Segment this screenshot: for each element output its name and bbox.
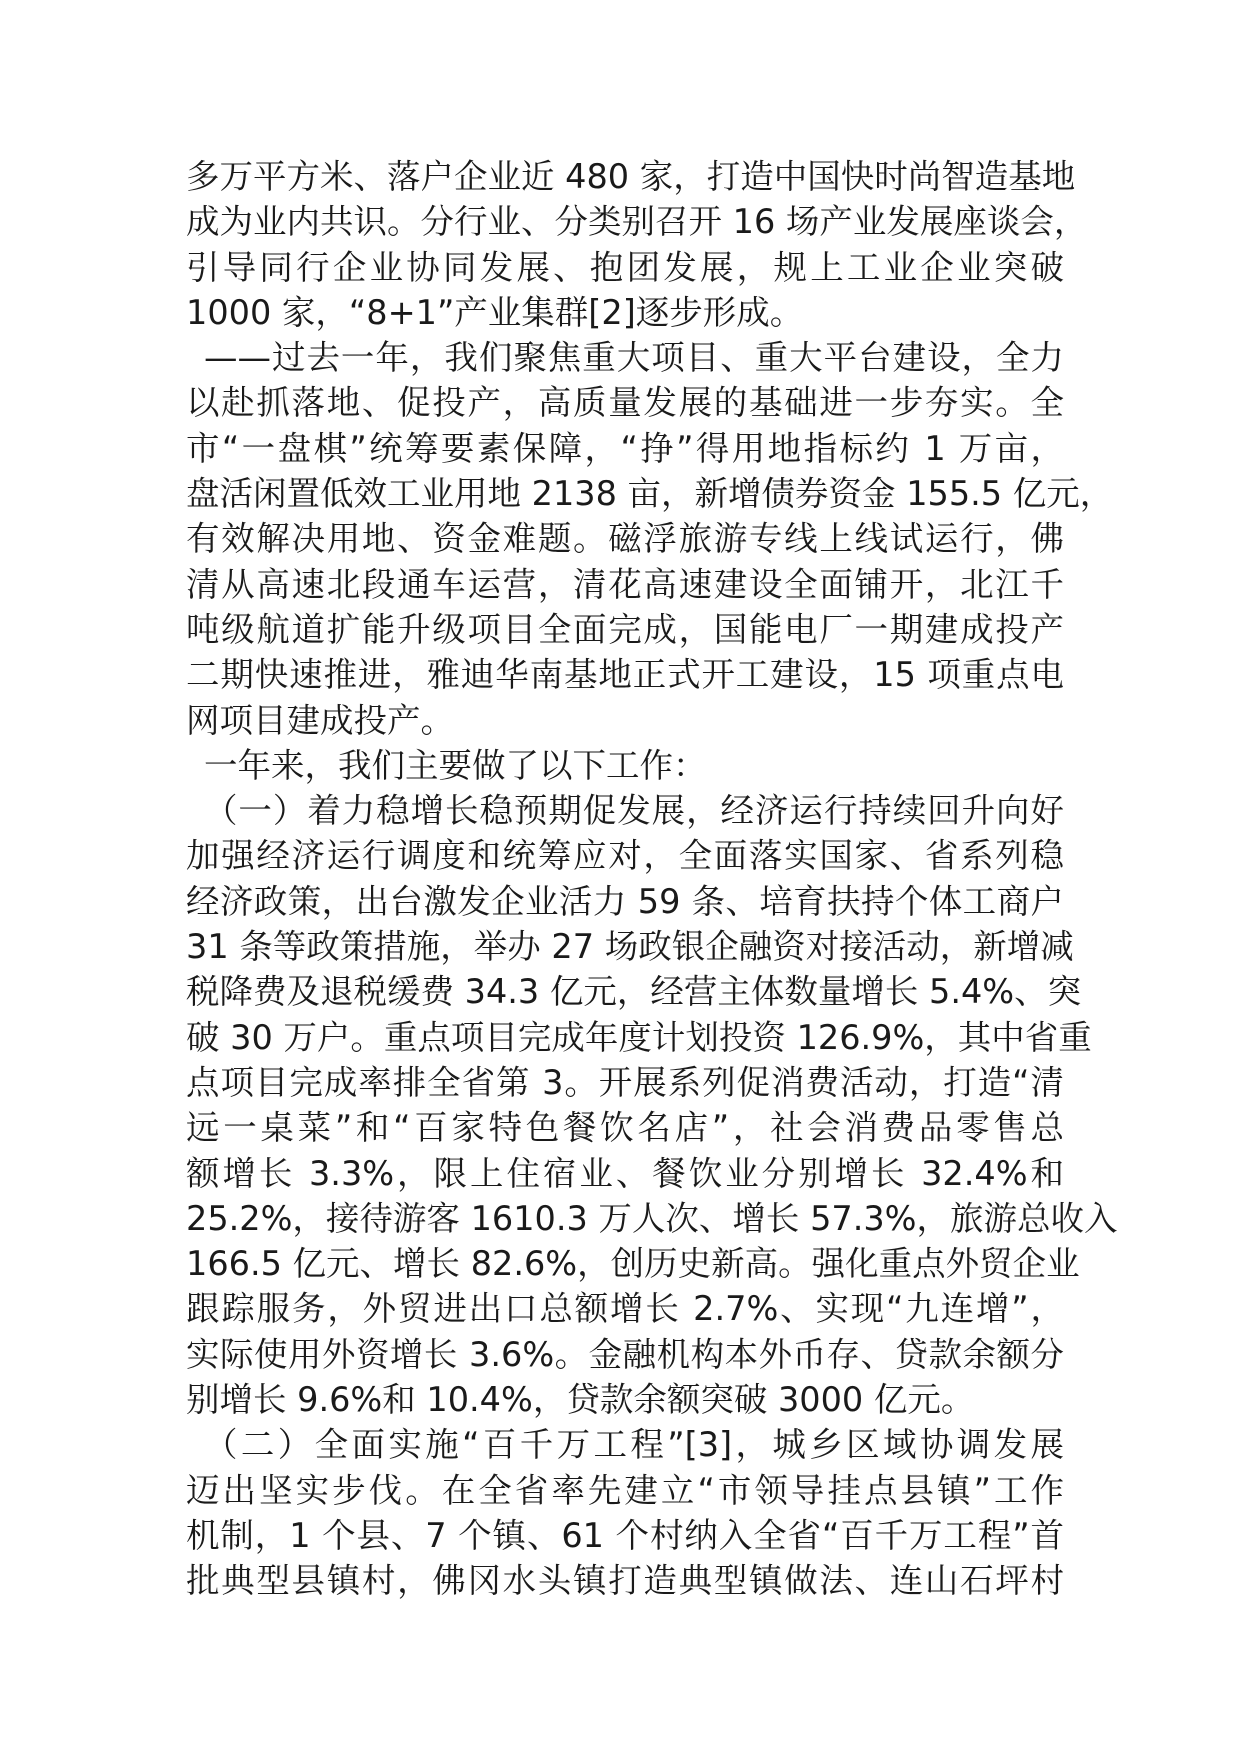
text-line: 迈出坚实步伐。在全省率先建立“市领导挂点县镇”工作 xyxy=(186,1470,1064,1510)
text-line: 加强经济运行调度和统筹应对，全面落实国家、省系列稳 xyxy=(186,836,1064,876)
text-line: 引导同行企业协同发展、抱团发展，规上工业企业突破 xyxy=(186,247,1064,287)
text-line: 盘活闲置低效工业用地 2138 亩，新增债券资金 155.5 亿元， xyxy=(186,474,1114,514)
text-line: 实际使用外资增长 3.6%。金融机构本外币存、贷款余额分 xyxy=(186,1334,1064,1374)
text-line: 远一桌菜”和“百家特色餐饮名店”，社会消费品零售总 xyxy=(186,1108,1064,1148)
text-line: 破 30 万户。重点项目完成年度计划投资 126.9%，其中省重 xyxy=(186,1017,1092,1057)
text-line: 别增长 9.6%和 10.4%，贷款余额突破 3000 亿元。 xyxy=(186,1380,975,1420)
text-line: 25.2%，接待游客 1610.3 万人次、增长 57.3%，旅游总收入 xyxy=(186,1198,1118,1238)
text-line: 有效解决用地、资金难题。磁浮旅游专线上线试运行，佛 xyxy=(186,519,1064,559)
text-line: 166.5 亿元、增长 82.6%，创历史新高。强化重点外贸企业 xyxy=(186,1244,1080,1284)
text-line: 税降费及退税缓费 34.3 亿元，经营主体数量增长 5.4%、突 xyxy=(186,972,1082,1012)
text-line: 成为业内共识。分行业、分类别召开 16 场产业发展座谈会， xyxy=(186,202,1088,242)
text-line: 吨级航道扩能升级项目全面完成，国能电厂一期建成投产 xyxy=(186,609,1064,649)
text-line: 市“一盘棋”统筹要素保障，“挣”得用地指标约 1 万亩， xyxy=(186,428,1064,468)
text-line: 31 条等政策措施，举办 27 场政银企融资对接活动，新增减 xyxy=(186,927,1074,967)
text-line: 批典型县镇村，佛冈水头镇打造典型镇做法、连山石坪村 xyxy=(186,1561,1064,1601)
text-line: 网项目建成投产。 xyxy=(186,700,454,740)
text-line: 点项目完成率排全省第 3。开展系列促消费活动，打造“清 xyxy=(186,1062,1064,1102)
body-text xyxy=(186,154,1118,1604)
text-line: 1000 家，“8+1”产业集群[2]逐步形成。 xyxy=(186,292,804,332)
text-line: 机制，1 个县、7 个镇、61 个村纳入全省“百千万工程”首 xyxy=(186,1515,1064,1555)
text-line: 多万平方米、落户企业近 480 家，打造中国快时尚智造基地 xyxy=(186,157,1076,196)
text-line: 额增长 3.3%，限上住宿业、餐饮业分别增长 32.4%和 xyxy=(186,1153,1064,1193)
section-heading: （一）着力稳增长稳预期促发展，经济运行持续回升向好 xyxy=(204,791,1064,831)
text-line: 跟踪服务，外贸进出口总额增长 2.7%、实现“九连增”， xyxy=(186,1289,1064,1329)
section-heading: （二）全面实施“百千万工程”[3]，城乡区域协调发展 xyxy=(204,1425,1064,1465)
text-line: 二期快速推进，雅迪华南基地正式开工建设，15 项重点电 xyxy=(186,655,1064,695)
text-line: 一年来，我们主要做了以下工作： xyxy=(204,745,707,785)
text-line: 以赴抓落地、促投产，高质量发展的基础进一步夯实。全 xyxy=(186,383,1064,423)
text-line: ——过去一年，我们聚焦重大项目、重大平台建设，全力 xyxy=(204,338,1064,378)
text-line: 经济政策，出台激发企业活力 59 条、培育扶持个体工商户 xyxy=(186,881,1064,921)
text-line: 清从高速北段通车运营，清花高速建设全面铺开，北江千 xyxy=(186,564,1064,604)
